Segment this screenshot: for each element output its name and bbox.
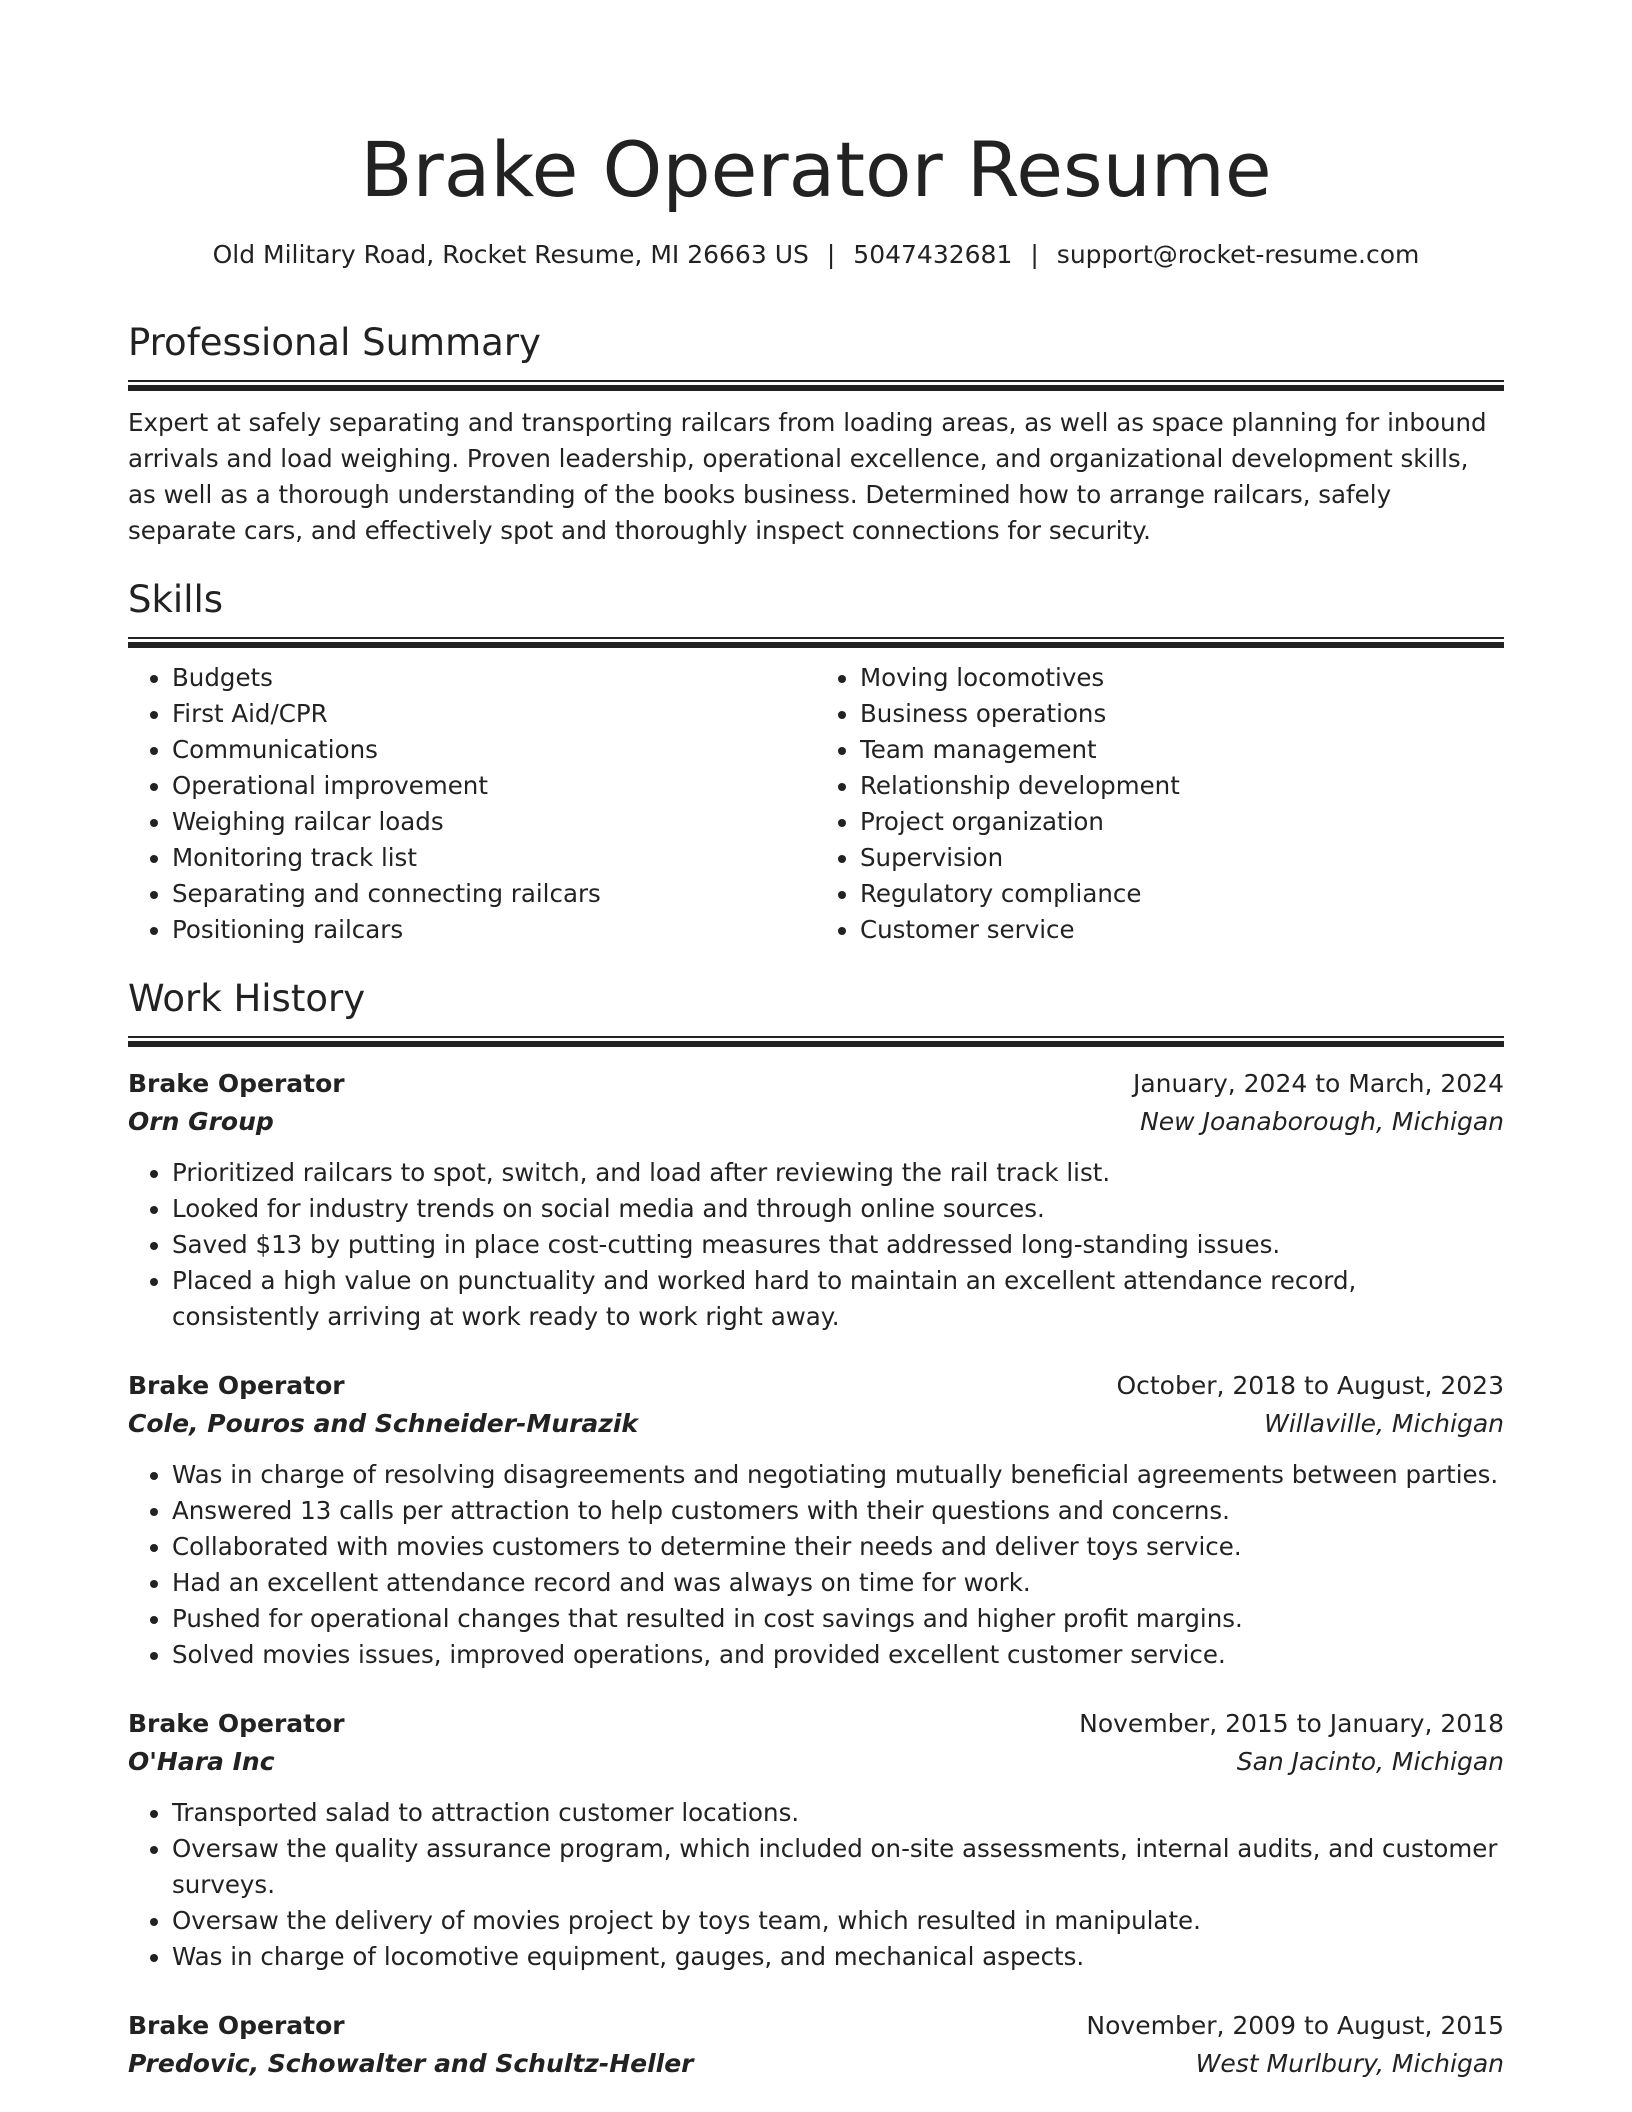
skill-item: • Team management: [860, 732, 1504, 768]
job-company-row: [128, 1405, 1504, 1443]
section-divider: [128, 380, 1504, 391]
skill-item: • Positioning railcars: [172, 912, 816, 948]
job-bullet: • Collaborated with movies customers to determine their needs and deliver toys service.: [172, 1529, 1504, 1565]
section-heading: Skills: [128, 578, 224, 621]
job-entry: [128, 1705, 1504, 1975]
job-location: West Murlbury, Michigan: [1195, 2049, 1504, 2078]
job-dates: November, 2009 to August, 2015: [1086, 2011, 1504, 2040]
job-header-row: [128, 1065, 1504, 1103]
job-title: Brake Operator: [128, 1709, 345, 1738]
resume-page: [128, 0, 1504, 2083]
job-bullets: [128, 1795, 1504, 1975]
skills-columns: [128, 660, 1504, 948]
job-location: San Jacinto, Michigan: [1236, 1747, 1504, 1776]
skills-section: [128, 575, 1504, 948]
skill-item: • Relationship development: [860, 768, 1504, 804]
skill-item: • Business operations: [860, 696, 1504, 732]
job-bullet: • Had an excellent attendance record and was always on time for work.: [172, 1565, 1504, 1601]
job-company: Cole, Pouros and Schneider-Murazik: [128, 1409, 639, 1438]
job-title: Brake Operator: [128, 1069, 345, 1098]
skill-item: • Project organization: [860, 804, 1504, 840]
skill-item: • Separating and connecting railcars: [172, 876, 816, 912]
job-title: Brake Operator: [128, 1371, 345, 1400]
skill-item: • Moving locomotives: [860, 660, 1504, 696]
job-location: New Joanaborough, Michigan: [1140, 1107, 1504, 1136]
job-bullet: • Pushed for operational changes that resulted in cost savings and higher profit margins.: [172, 1601, 1504, 1637]
job-bullet: • Placed a high value on punctuality and worked hard to maintain an excellent attendance record, consistently arriving at work ready to work right away.: [172, 1263, 1504, 1335]
summary-text: Expert at safely separating and transporting railcars from loading areas, as well as space planning for inbound arrivals and load weighing. Proven leadership, operational excellence, and organizational development skills, as well as a thorough understanding of the books business. Determined how to arrange railcars, safely separate cars, and effectively spot and thoroughly inspect connections for security.: [128, 408, 1487, 545]
job-entry: [128, 1367, 1504, 1673]
work-history-section: [128, 974, 1504, 2083]
contact-separator: |: [1030, 240, 1039, 269]
job-bullet: • Looked for industry trends on social media and through online sources.: [172, 1191, 1504, 1227]
job-location: Willaville, Michigan: [1264, 1409, 1504, 1438]
job-bullet: • Transported salad to attraction customer locations.: [172, 1795, 1504, 1831]
section-divider: [128, 637, 1504, 648]
resume-title: Brake Operator Resume: [360, 125, 1272, 214]
job-company: O'Hara Inc: [128, 1747, 275, 1776]
job-bullet: • Prioritized railcars to spot, switch, and load after reviewing the rail track list.: [172, 1155, 1504, 1191]
section-heading: Work History: [128, 977, 366, 1020]
job-bullets: [128, 1457, 1504, 1673]
job-header-row: [128, 1367, 1504, 1405]
job-company: Orn Group: [128, 1107, 274, 1136]
contact-phone: 5047432681: [853, 240, 1013, 269]
job-company-row: [128, 2045, 1504, 2083]
job-header-row: [128, 2007, 1504, 2045]
job-bullets: [128, 1155, 1504, 1335]
skill-item: • Supervision: [860, 840, 1504, 876]
job-dates: January, 2024 to March, 2024: [1132, 1069, 1504, 1098]
job-header-row: [128, 1705, 1504, 1743]
job-bullet: • Answered 13 calls per attraction to help customers with their questions and concerns.: [172, 1493, 1504, 1529]
skill-item: • Weighing railcar loads: [172, 804, 816, 840]
contact-email[interactable]: support@rocket-resume.com: [1056, 240, 1420, 269]
job-bullet: • Was in charge of locomotive equipment, gauges, and mechanical aspects.: [172, 1939, 1504, 1975]
job-entry: [128, 2007, 1504, 2083]
skill-item: • Customer service: [860, 912, 1504, 948]
section-heading: Professional Summary: [128, 321, 541, 364]
section-divider: [128, 1036, 1504, 1047]
skill-item: • Operational improvement: [172, 768, 816, 804]
contact-line: [128, 238, 1504, 272]
skill-item: • Monitoring track list: [172, 840, 816, 876]
skill-item: • Communications: [172, 732, 816, 768]
job-bullet: • Oversaw the delivery of movies project by toys team, which resulted in manipulate.: [172, 1903, 1504, 1939]
job-title: Brake Operator: [128, 2011, 345, 2040]
job-bullet: • Solved movies issues, improved operations, and provided excellent customer service.: [172, 1637, 1504, 1673]
contact-address: Old Military Road, Rocket Resume, MI 26663 US: [212, 240, 809, 269]
job-company: Predovic, Schowalter and Schultz-Heller: [128, 2049, 694, 2078]
job-bullet: • Saved $13 by putting in place cost-cutting measures that addressed long-standing issues.: [172, 1227, 1504, 1263]
skill-item: • First Aid/CPR: [172, 696, 816, 732]
skills-right-column: [816, 660, 1504, 948]
job-entry: [128, 1065, 1504, 1335]
job-bullet: • Oversaw the quality assurance program, which included on-site assessments, internal audits, and customer surveys.: [172, 1831, 1504, 1903]
job-bullet: • Was in charge of resolving disagreements and negotiating mutually beneficial agreements between parties.: [172, 1457, 1504, 1493]
job-dates: November, 2015 to January, 2018: [1079, 1709, 1504, 1738]
job-company-row: [128, 1743, 1504, 1781]
skills-left-column: [128, 660, 816, 948]
professional-summary-section: [128, 318, 1504, 549]
job-company-row: [128, 1103, 1504, 1141]
skill-item: • Regulatory compliance: [860, 876, 1504, 912]
job-dates: October, 2018 to August, 2023: [1116, 1371, 1504, 1400]
contact-separator: |: [826, 240, 836, 269]
skill-item: • Budgets: [172, 660, 816, 696]
